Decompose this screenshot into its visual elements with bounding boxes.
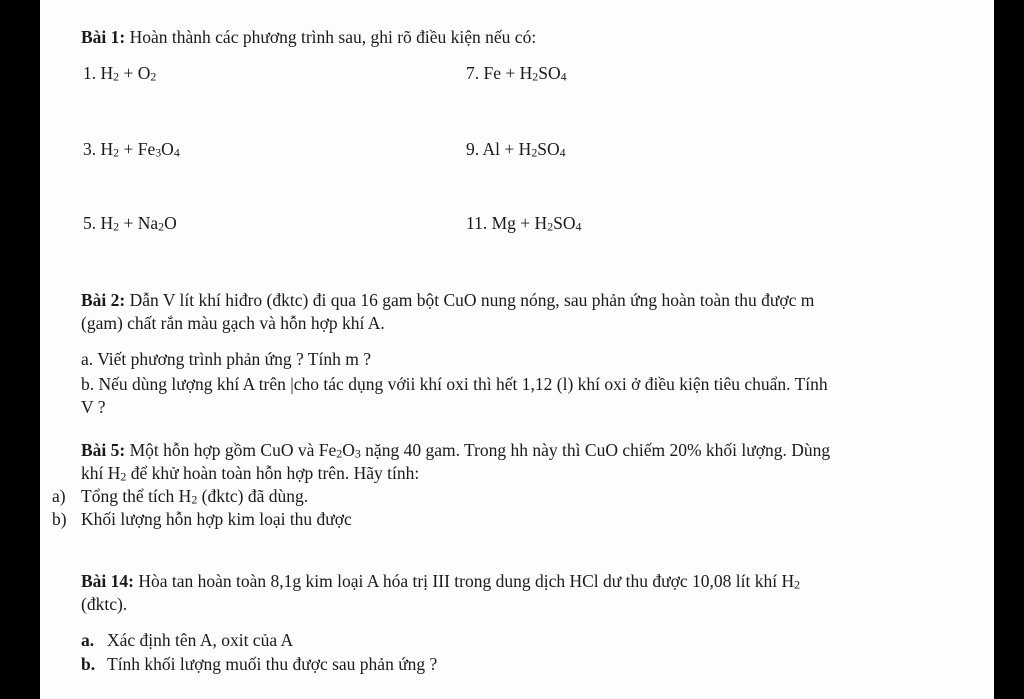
ex5-part-b <box>52 509 352 529</box>
ex14-text: Tính khối lượng muối thu được sau phản ứng ? <box>107 654 438 674</box>
eq-11 <box>466 213 581 233</box>
ex5-title: Bài 5: <box>81 440 126 460</box>
eq-sub: 4 <box>559 145 566 160</box>
eq-sub: 4 <box>173 145 180 160</box>
ex14-sub: 2 <box>794 577 801 592</box>
ex5-part-a <box>52 486 308 506</box>
ex5-text: khí H <box>81 463 121 483</box>
eq-number: 3. <box>83 139 101 159</box>
ex14-part-b <box>81 654 437 674</box>
ex5-sub: 2 <box>191 492 198 507</box>
eq-part: SO <box>538 63 561 83</box>
eq-number: 1. <box>83 63 101 83</box>
eq-sub: 2 <box>150 69 157 84</box>
ex2-title: Bài 2: <box>81 290 126 310</box>
ex14-title: Bài 14: <box>81 571 134 591</box>
eq-part: + Na <box>119 213 159 233</box>
eq-part: SO <box>553 213 576 233</box>
list-label: b) <box>52 509 67 529</box>
ex5-text: Tổng thể tích H <box>81 486 192 506</box>
ex14-line1 <box>81 571 800 591</box>
eq-part: + Fe <box>119 139 156 159</box>
ex5-sub: 2 <box>336 446 343 461</box>
eq-part: Mg + H <box>491 213 548 233</box>
list-label: a) <box>52 486 66 506</box>
document-page <box>40 0 994 699</box>
eq-part: H <box>100 63 114 83</box>
ex5-text: (đktc) đã dùng. <box>197 486 309 506</box>
eq-number: 7. <box>466 63 484 83</box>
ex1-prompt: Hoàn thành các phương trình sau, ghi rõ điều kiện nếu có: <box>125 27 537 47</box>
ex5-text: Khối lượng hỗn hợp kim loại thu được <box>81 509 352 529</box>
list-label: b. <box>81 654 96 674</box>
eq-number: 5. <box>83 213 101 233</box>
eq-sub: 2 <box>158 219 165 234</box>
eq-part: O <box>161 139 174 159</box>
eq-sub: 2 <box>547 219 554 234</box>
eq-7 <box>466 63 567 83</box>
ex14-part-a <box>81 630 293 650</box>
eq-part: H <box>100 213 114 233</box>
eq-part: H <box>100 139 114 159</box>
ex2-line2: (gam) chất rắn màu gạch và hỗn hợp khí A. <box>81 313 385 333</box>
ex14-text: Hòa tan hoàn toàn 8,1g kim loại A hóa trị III trong dung dịch HCl dư thu được 10,08 lít khí H <box>134 571 795 591</box>
eq-sub: 2 <box>113 69 120 84</box>
eq-part: Al + H <box>482 139 532 159</box>
ex2-text: Dẫn V lít khí hiđro (đktc) đi qua 16 gam bột CuO nung nóng, sau phản ứng hoàn toàn thu được m <box>125 290 815 310</box>
ex5-sub: 2 <box>120 469 127 484</box>
eq-part: Fe + H <box>483 63 533 83</box>
ex2-part-b: b. Nếu dùng lượng khí A trên |cho tác dụng vớii khí oxi thì hết 1,12 (l) khí oxi ở điều kiện tiêu chuẩn. Tính <box>81 374 828 394</box>
ex2-part-a: a. Viết phương trình phản ứng ? Tính m ? <box>81 349 371 369</box>
eq-part: O <box>164 213 177 233</box>
eq-number: 9. <box>466 139 483 159</box>
eq-number: 11. <box>466 213 492 233</box>
eq-sub: 2 <box>531 145 538 160</box>
eq-sub: 2 <box>113 145 120 160</box>
eq-sub: 2 <box>113 219 120 234</box>
ex5-sub: 3 <box>354 446 361 461</box>
ex14-text: Xác định tên A, oxit của A <box>107 630 294 650</box>
eq-5 <box>83 213 177 233</box>
ex1-title: Bài 1: <box>81 27 126 47</box>
ex5-text: O <box>342 440 355 460</box>
ex2-line1 <box>81 290 814 310</box>
eq-sub: 4 <box>560 69 567 84</box>
eq-part: + O <box>119 63 151 83</box>
eq-3 <box>83 139 180 159</box>
eq-9 <box>466 139 566 159</box>
eq-part: SO <box>537 139 560 159</box>
ex1-heading <box>81 27 536 47</box>
ex2-part-b-cont: V ? <box>81 397 106 417</box>
ex5-text: để khử hoàn toàn hỗn hợp trên. Hãy tính: <box>126 463 420 483</box>
eq-1 <box>83 63 156 83</box>
ex5-line1 <box>81 440 830 460</box>
ex14-line2: (đktc). <box>81 594 128 614</box>
eq-sub: 2 <box>532 69 539 84</box>
eq-sub: 3 <box>155 145 162 160</box>
list-label: a. <box>81 630 95 650</box>
ex5-text: nặng 40 gam. Trong hh này thì CuO chiếm 20% khối lượng. Dùng <box>360 440 831 460</box>
eq-sub: 4 <box>575 219 582 234</box>
ex5-text: Một hỗn hợp gồm CuO và Fe <box>125 440 337 460</box>
ex5-line2 <box>81 463 419 483</box>
